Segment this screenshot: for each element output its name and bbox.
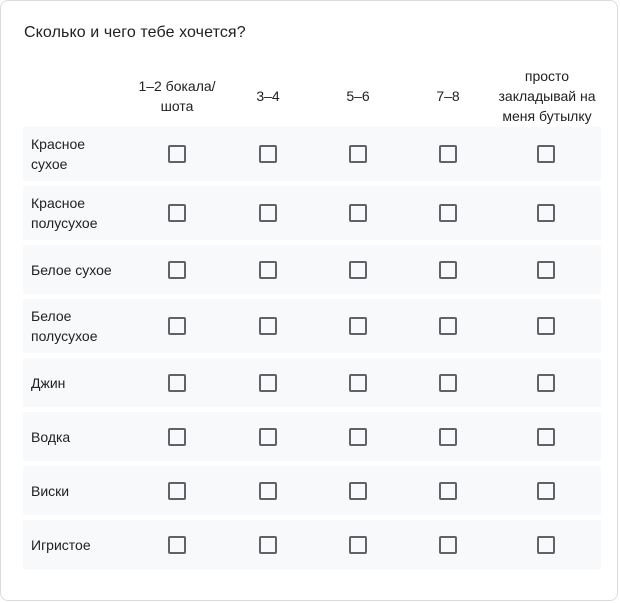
checkbox-unchecked-icon[interactable]	[439, 536, 457, 554]
grid-header	[23, 65, 601, 127]
checkbox-unchecked-icon[interactable]	[439, 428, 457, 446]
checkbox-unchecked-icon[interactable]	[259, 428, 277, 446]
grid-row-viski	[23, 466, 601, 515]
checkbox-unchecked-icon[interactable]	[537, 145, 555, 163]
grid-row-dzhin	[23, 358, 601, 407]
checkbox-unchecked-icon[interactable]	[349, 536, 367, 554]
grid-row-krasnoe-polusukhoe	[23, 186, 601, 240]
checkbox-unchecked-icon[interactable]	[168, 482, 186, 500]
row-label: Виски	[31, 482, 70, 499]
checkbox-unchecked-icon[interactable]	[439, 204, 457, 222]
grid-row-krasnoe-sukhoe	[23, 127, 601, 181]
checkbox-grid	[23, 65, 601, 569]
checkbox-unchecked-icon[interactable]	[168, 536, 186, 554]
checkbox-unchecked-icon[interactable]	[537, 204, 555, 222]
column-header-5-6: 5–6	[346, 88, 370, 104]
checkbox-unchecked-icon[interactable]	[349, 145, 367, 163]
row-label: Красное полусухое	[31, 195, 98, 231]
checkbox-unchecked-icon[interactable]	[537, 317, 555, 335]
row-label: Игристое	[31, 536, 91, 553]
grid-row-igristoe	[23, 520, 601, 569]
checkbox-unchecked-icon[interactable]	[537, 428, 555, 446]
checkbox-unchecked-icon[interactable]	[259, 374, 277, 392]
checkbox-unchecked-icon[interactable]	[537, 482, 555, 500]
checkbox-unchecked-icon[interactable]	[259, 482, 277, 500]
grid-row-beloe-polusukhoe	[23, 299, 601, 353]
checkbox-unchecked-icon[interactable]	[168, 374, 186, 392]
row-label: Белое сухое	[31, 261, 112, 278]
checkbox-unchecked-icon[interactable]	[439, 374, 457, 392]
checkbox-unchecked-icon[interactable]	[537, 536, 555, 554]
checkbox-unchecked-icon[interactable]	[259, 317, 277, 335]
column-header-7-8: 7–8	[436, 88, 460, 104]
checkbox-unchecked-icon[interactable]	[168, 317, 186, 335]
checkbox-unchecked-icon[interactable]	[349, 374, 367, 392]
row-label: Водка	[31, 428, 71, 445]
checkbox-unchecked-icon[interactable]	[168, 145, 186, 163]
checkbox-unchecked-icon[interactable]	[537, 261, 555, 279]
column-header-bottle: просто закладывай на меня бутылку	[498, 68, 596, 124]
checkbox-unchecked-icon[interactable]	[168, 428, 186, 446]
checkbox-unchecked-icon[interactable]	[349, 204, 367, 222]
row-label: Белое полусухое	[31, 308, 98, 344]
checkbox-unchecked-icon[interactable]	[349, 482, 367, 500]
column-header-3-4: 3–4	[256, 88, 280, 104]
checkbox-unchecked-icon[interactable]	[349, 261, 367, 279]
row-label: Джин	[31, 374, 66, 391]
checkbox-unchecked-icon[interactable]	[168, 204, 186, 222]
grid-row-vodka	[23, 412, 601, 461]
column-header-1-2: 1–2 бокала/ шота	[138, 78, 216, 114]
checkbox-unchecked-icon[interactable]	[259, 261, 277, 279]
checkbox-unchecked-icon[interactable]	[439, 145, 457, 163]
question-title: Сколько и чего тебе хочется?	[24, 24, 246, 41]
checkbox-unchecked-icon[interactable]	[259, 536, 277, 554]
checkbox-unchecked-icon[interactable]	[439, 317, 457, 335]
checkbox-unchecked-icon[interactable]	[537, 374, 555, 392]
checkbox-unchecked-icon[interactable]	[349, 428, 367, 446]
checkbox-unchecked-icon[interactable]	[349, 317, 367, 335]
checkbox-unchecked-icon[interactable]	[439, 261, 457, 279]
checkbox-unchecked-icon[interactable]	[259, 204, 277, 222]
checkbox-unchecked-icon[interactable]	[168, 261, 186, 279]
checkbox-unchecked-icon[interactable]	[439, 482, 457, 500]
grid-row-beloe-sukhoe	[23, 245, 601, 294]
checkbox-unchecked-icon[interactable]	[259, 145, 277, 163]
row-label: Красное сухое	[31, 136, 86, 172]
